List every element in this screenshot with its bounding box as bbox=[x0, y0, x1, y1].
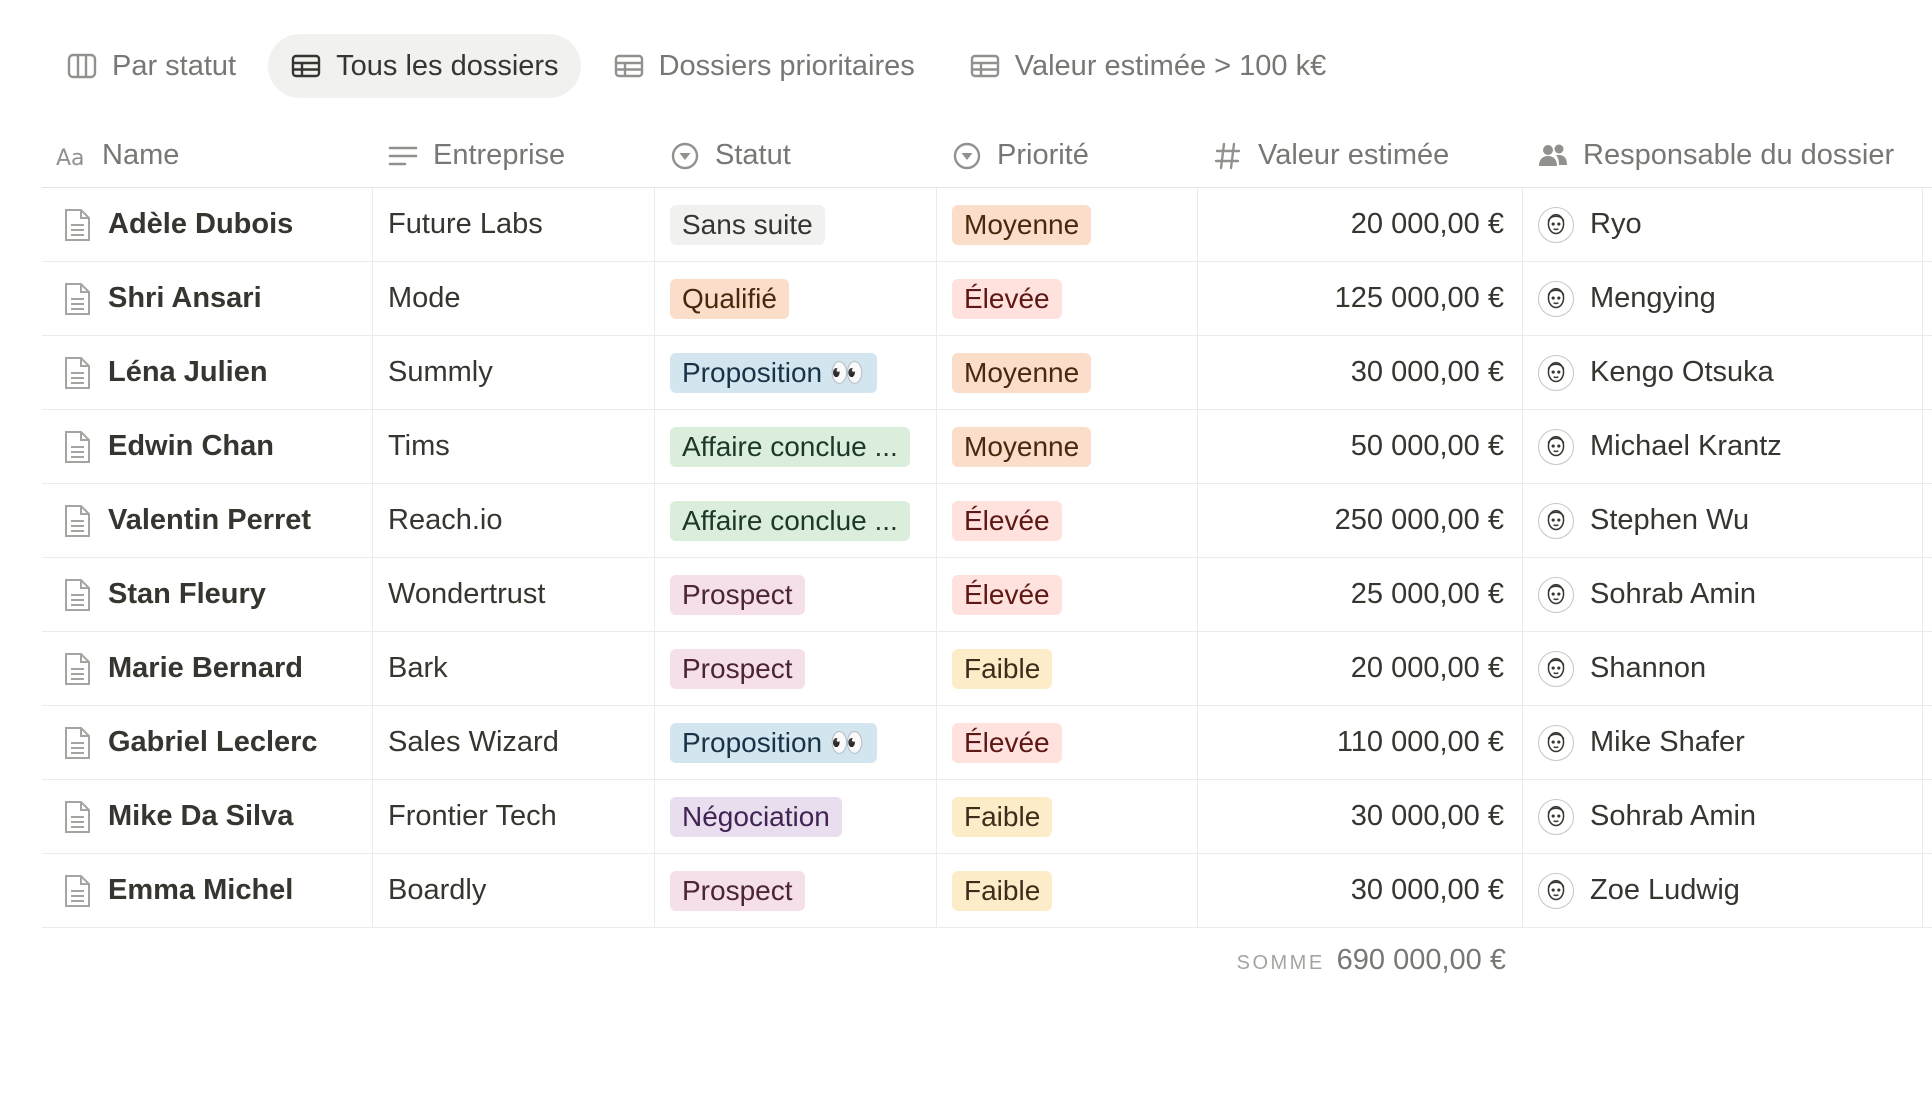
entreprise-text: Frontier Tech bbox=[388, 800, 557, 832]
valeur-text: 20 000,00 € bbox=[1350, 652, 1504, 684]
cell-name[interactable] bbox=[42, 484, 373, 557]
cell-name[interactable] bbox=[42, 854, 373, 927]
name-text: Shri Ansari bbox=[108, 282, 262, 314]
avatar bbox=[1538, 725, 1574, 761]
sum-footer[interactable] bbox=[1231, 944, 1506, 977]
status-tag: Négociation bbox=[670, 797, 842, 837]
entreprise-text: Boardly bbox=[388, 874, 487, 906]
cell-name[interactable] bbox=[42, 188, 373, 261]
cell-valeur[interactable] bbox=[1198, 854, 1523, 927]
cell-responsable[interactable] bbox=[1523, 484, 1923, 557]
cell-valeur[interactable] bbox=[1198, 780, 1523, 853]
table-row[interactable] bbox=[42, 262, 1932, 336]
page-icon bbox=[62, 874, 92, 908]
column-header-valeur[interactable]: Valeur estimée bbox=[1198, 124, 1523, 187]
status-tag: Prospect bbox=[670, 649, 805, 689]
cell-name[interactable] bbox=[42, 558, 373, 631]
page-icon bbox=[62, 356, 92, 390]
responsable-text: Michael Krantz bbox=[1590, 430, 1782, 462]
cell-priorite[interactable] bbox=[937, 484, 1198, 557]
cell-priorite[interactable] bbox=[937, 188, 1198, 261]
page-icon bbox=[62, 652, 92, 686]
status-tag: Affaire conclue ... bbox=[670, 427, 910, 467]
cell-entreprise[interactable] bbox=[373, 410, 655, 483]
responsable-text: Zoe Ludwig bbox=[1590, 874, 1740, 906]
cell-responsable[interactable] bbox=[1523, 780, 1923, 853]
priority-tag: Faible bbox=[952, 797, 1052, 837]
avatar bbox=[1538, 873, 1574, 909]
entreprise-text: Bark bbox=[388, 652, 448, 684]
cell-responsable[interactable] bbox=[1523, 336, 1923, 409]
tab-label: Dossiers prioritaires bbox=[658, 49, 915, 82]
column-header-priorite[interactable]: Priorité bbox=[937, 124, 1198, 187]
cell-statut[interactable] bbox=[655, 558, 937, 631]
name-text: Edwin Chan bbox=[108, 430, 274, 462]
priority-tag: Élevée bbox=[952, 501, 1062, 541]
entreprise-text: Sales Wizard bbox=[388, 726, 559, 758]
valeur-text: 50 000,00 € bbox=[1350, 430, 1504, 462]
svg-text:Aa: Aa bbox=[56, 145, 85, 171]
page-icon bbox=[62, 800, 92, 834]
table-icon bbox=[969, 50, 1001, 82]
table-row[interactable] bbox=[42, 706, 1932, 780]
cell-responsable[interactable] bbox=[1523, 558, 1923, 631]
column-header-entreprise[interactable]: Entreprise bbox=[373, 124, 655, 187]
responsable-text: Mike Shafer bbox=[1590, 726, 1745, 758]
cell-entreprise[interactable] bbox=[373, 336, 655, 409]
cell-responsable[interactable] bbox=[1523, 706, 1923, 779]
cell-statut[interactable] bbox=[655, 188, 937, 261]
name-text: Emma Michel bbox=[108, 874, 294, 906]
status-tag: Qualifié bbox=[670, 279, 789, 319]
people-icon bbox=[1537, 140, 1569, 172]
valeur-text: 110 000,00 € bbox=[1336, 726, 1504, 758]
column-header-responsable[interactable]: Responsable du dossier bbox=[1523, 124, 1923, 187]
cell-responsable[interactable] bbox=[1523, 854, 1923, 927]
page-icon bbox=[62, 578, 92, 612]
avatar bbox=[1538, 281, 1574, 317]
avatar bbox=[1538, 207, 1574, 243]
table-icon bbox=[613, 50, 645, 82]
cell-valeur[interactable] bbox=[1198, 410, 1523, 483]
column-header-statut[interactable]: Statut bbox=[655, 124, 937, 187]
name-text: Marie Bernard bbox=[108, 652, 304, 684]
cell-statut[interactable] bbox=[655, 706, 937, 779]
cell-entreprise[interactable] bbox=[373, 484, 655, 557]
cell-priorite[interactable] bbox=[937, 410, 1198, 483]
view-tabs bbox=[44, 34, 1348, 98]
table-icon bbox=[290, 50, 322, 82]
cell-entreprise[interactable] bbox=[373, 188, 655, 261]
valeur-text: 30 000,00 € bbox=[1350, 874, 1504, 906]
table-row[interactable] bbox=[42, 854, 1932, 928]
cell-statut[interactable] bbox=[655, 484, 937, 557]
cell-entreprise[interactable] bbox=[373, 262, 655, 335]
priority-tag: Moyenne bbox=[952, 353, 1091, 393]
cell-priorite[interactable] bbox=[937, 706, 1198, 779]
name-text: Valentin Perret bbox=[108, 504, 312, 536]
cell-name[interactable] bbox=[42, 262, 373, 335]
number-icon bbox=[1212, 140, 1244, 172]
valeur-text: 250 000,00 € bbox=[1334, 504, 1504, 536]
responsable-text: Sohrab Amin bbox=[1590, 800, 1757, 832]
cell-priorite[interactable] bbox=[937, 336, 1198, 409]
cell-responsable[interactable] bbox=[1523, 188, 1923, 261]
tab-dossiers-prioritaires[interactable] bbox=[591, 34, 937, 98]
page-icon bbox=[62, 282, 92, 316]
tab-label: Tous les dossiers bbox=[336, 49, 559, 82]
table-body bbox=[42, 188, 1932, 928]
name-text: Gabriel Leclerc bbox=[108, 726, 318, 758]
responsable-text: Kengo Otsuka bbox=[1590, 356, 1774, 388]
tab-par-statut[interactable] bbox=[44, 34, 258, 98]
valeur-text: 125 000,00 € bbox=[1334, 282, 1504, 314]
cell-valeur[interactable] bbox=[1198, 336, 1523, 409]
cell-statut[interactable] bbox=[655, 780, 937, 853]
tab-valeur-estimee[interactable] bbox=[947, 34, 1348, 98]
cell-name[interactable] bbox=[42, 706, 373, 779]
cell-statut[interactable] bbox=[655, 632, 937, 705]
priority-tag: Moyenne bbox=[952, 205, 1091, 245]
avatar bbox=[1538, 429, 1574, 465]
valeur-text: 30 000,00 € bbox=[1350, 356, 1504, 388]
cell-statut[interactable] bbox=[655, 336, 937, 409]
status-tag: Proposition 👀 bbox=[670, 723, 877, 763]
cell-priorite[interactable] bbox=[937, 262, 1198, 335]
tab-label: Par statut bbox=[112, 49, 237, 82]
cell-name[interactable] bbox=[42, 336, 373, 409]
cell-valeur[interactable] bbox=[1198, 558, 1523, 631]
select-icon bbox=[951, 140, 983, 172]
status-tag: Prospect bbox=[670, 575, 805, 615]
avatar bbox=[1538, 799, 1574, 835]
cell-responsable[interactable] bbox=[1523, 262, 1923, 335]
valeur-text: 25 000,00 € bbox=[1350, 578, 1504, 610]
entreprise-text: Future Labs bbox=[388, 208, 543, 240]
entreprise-text: Wondertrust bbox=[388, 578, 546, 610]
cell-entreprise[interactable] bbox=[373, 558, 655, 631]
cell-statut[interactable] bbox=[655, 854, 937, 927]
cell-valeur[interactable] bbox=[1198, 706, 1523, 779]
cell-priorite[interactable] bbox=[937, 780, 1198, 853]
page-icon bbox=[62, 208, 92, 242]
cell-priorite[interactable] bbox=[937, 632, 1198, 705]
table-row[interactable] bbox=[42, 780, 1932, 854]
responsable-text: Sohrab Amin bbox=[1590, 578, 1757, 610]
cell-name[interactable] bbox=[42, 410, 373, 483]
page-icon bbox=[62, 726, 92, 760]
sum-value: 690 000,00 € bbox=[1336, 944, 1506, 976]
name-text: Adèle Dubois bbox=[108, 208, 294, 240]
priority-tag: Élevée bbox=[952, 723, 1062, 763]
name-text: Mike Da Silva bbox=[108, 800, 294, 832]
board-icon bbox=[66, 50, 98, 82]
priority-tag: Faible bbox=[952, 871, 1052, 911]
cell-valeur[interactable] bbox=[1198, 262, 1523, 335]
entreprise-text: Mode bbox=[388, 282, 461, 314]
column-header-name[interactable]: Aa Name bbox=[56, 139, 180, 171]
responsable-text: Ryo bbox=[1590, 208, 1642, 240]
cell-statut[interactable] bbox=[655, 410, 937, 483]
select-icon bbox=[669, 140, 701, 172]
cell-priorite[interactable] bbox=[937, 558, 1198, 631]
cell-valeur[interactable] bbox=[1198, 632, 1523, 705]
status-tag: Affaire conclue ... bbox=[670, 501, 910, 541]
entreprise-text: Tims bbox=[388, 430, 450, 462]
cell-entreprise[interactable] bbox=[373, 854, 655, 927]
name-text: Stan Fleury bbox=[108, 578, 266, 610]
sum-label: SOMME bbox=[1236, 952, 1325, 974]
tab-tous-les-dossiers[interactable] bbox=[268, 34, 580, 98]
text-lines-icon bbox=[387, 140, 419, 172]
table-row[interactable] bbox=[42, 484, 1932, 558]
tab-label: Valeur estimée > 100 k€ bbox=[1014, 49, 1327, 82]
valeur-text: 30 000,00 € bbox=[1350, 800, 1504, 832]
cell-entreprise[interactable] bbox=[373, 706, 655, 779]
entreprise-text: Summly bbox=[388, 356, 493, 388]
responsable-text: Shannon bbox=[1590, 652, 1707, 684]
priority-tag: Moyenne bbox=[952, 427, 1091, 467]
table-header-row bbox=[42, 124, 1932, 188]
database-table bbox=[42, 124, 1932, 928]
responsable-text: Mengying bbox=[1590, 282, 1716, 314]
text-type-icon bbox=[56, 140, 88, 172]
page-icon bbox=[62, 430, 92, 464]
status-tag: Sans suite bbox=[670, 205, 825, 245]
cell-entreprise[interactable] bbox=[373, 780, 655, 853]
cell-statut[interactable] bbox=[655, 262, 937, 335]
avatar bbox=[1538, 355, 1574, 391]
avatar bbox=[1538, 577, 1574, 613]
responsable-text: Stephen Wu bbox=[1590, 504, 1750, 536]
cell-responsable[interactable] bbox=[1523, 410, 1923, 483]
cell-name[interactable] bbox=[42, 632, 373, 705]
cell-valeur[interactable] bbox=[1198, 484, 1523, 557]
table-row[interactable] bbox=[42, 188, 1932, 262]
valeur-text: 20 000,00 € bbox=[1350, 208, 1504, 240]
entreprise-text: Reach.io bbox=[388, 504, 503, 536]
table-row[interactable] bbox=[42, 410, 1932, 484]
cell-name[interactable] bbox=[42, 780, 373, 853]
priority-tag: Élevée bbox=[952, 575, 1062, 615]
cell-valeur[interactable] bbox=[1198, 188, 1523, 261]
name-text: Léna Julien bbox=[108, 356, 268, 388]
table-row[interactable] bbox=[42, 558, 1932, 632]
avatar bbox=[1538, 651, 1574, 687]
cell-priorite[interactable] bbox=[937, 854, 1198, 927]
avatar bbox=[1538, 503, 1574, 539]
priority-tag: Faible bbox=[952, 649, 1052, 689]
page-icon bbox=[62, 504, 92, 538]
cell-entreprise[interactable] bbox=[373, 632, 655, 705]
table-row[interactable] bbox=[42, 632, 1932, 706]
status-tag: Prospect bbox=[670, 871, 805, 911]
cell-responsable[interactable] bbox=[1523, 632, 1923, 705]
table-row[interactable] bbox=[42, 336, 1932, 410]
status-tag: Proposition 👀 bbox=[670, 353, 877, 393]
priority-tag: Élevée bbox=[952, 279, 1062, 319]
